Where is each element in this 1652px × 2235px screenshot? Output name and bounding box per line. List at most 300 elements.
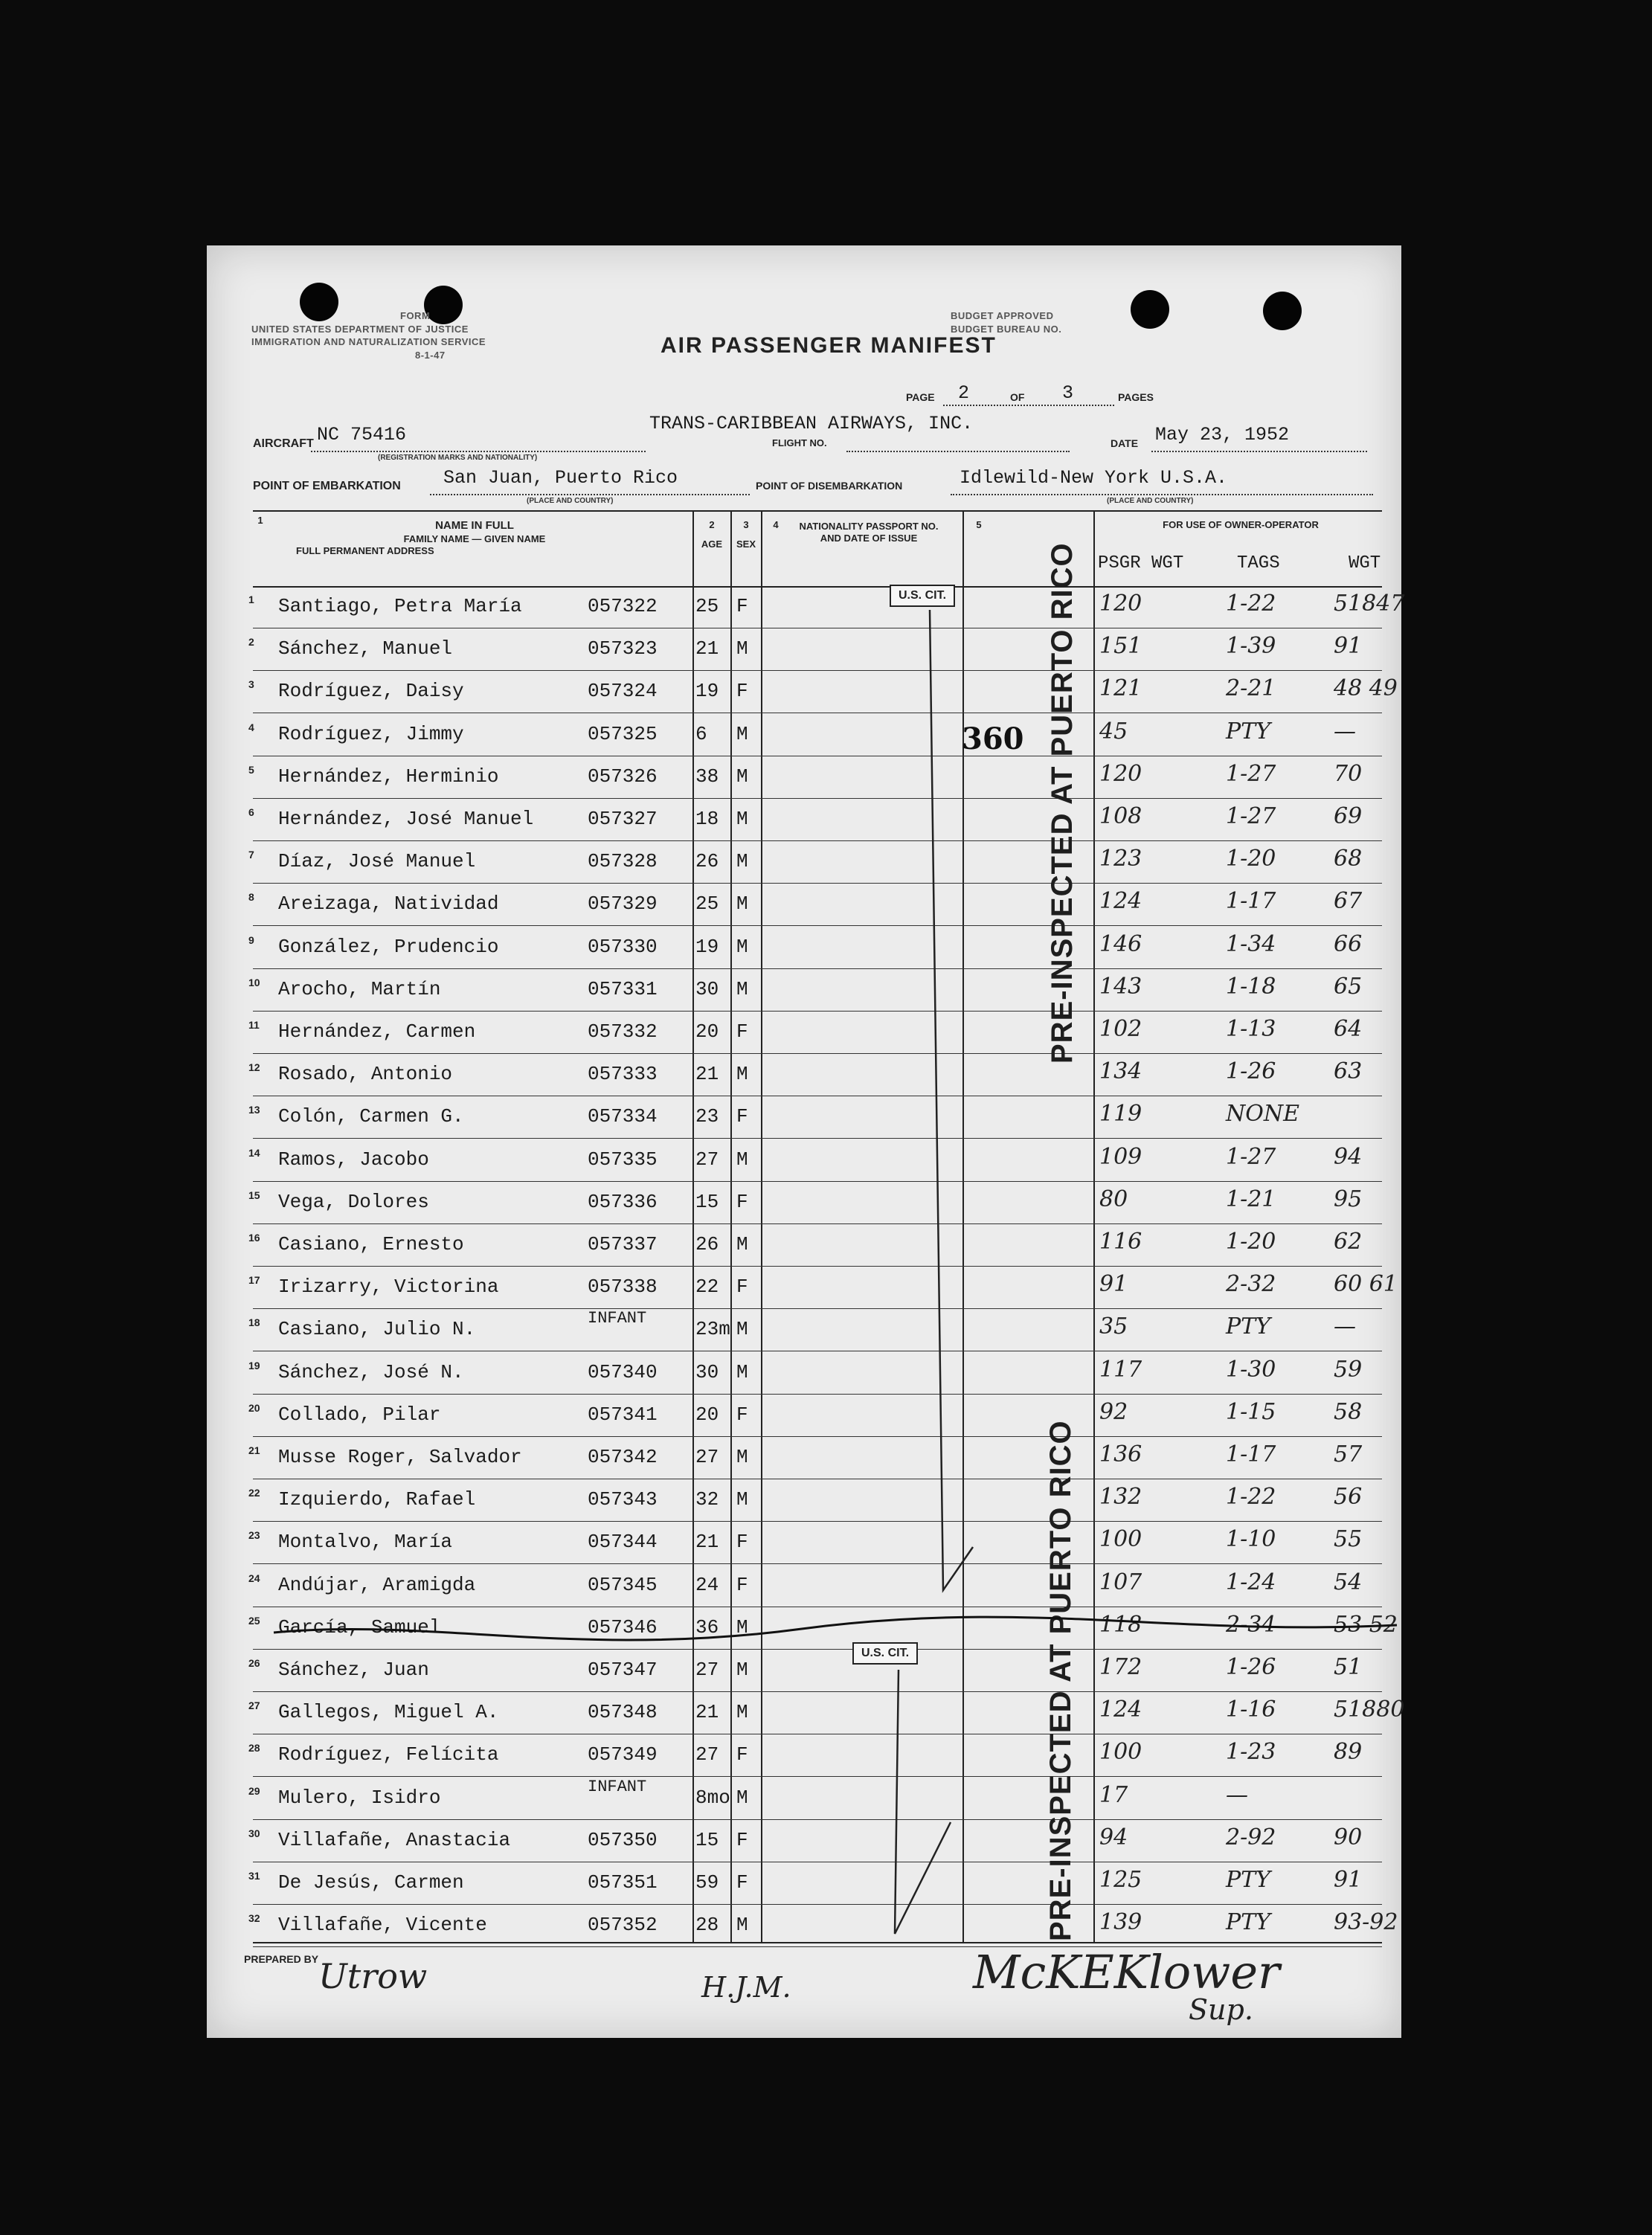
page-label: PAGE <box>906 391 935 403</box>
baggage-tags: 1-16 <box>1226 1697 1276 1723</box>
passenger-sex: F <box>736 1105 748 1128</box>
baggage-weight: 89 <box>1334 1739 1363 1766</box>
col1-sub2: FULL PERMANENT ADDRESS <box>296 545 434 556</box>
baggage-tags: PTY <box>1226 1313 1270 1340</box>
passenger-name: Rosado, Antonio <box>278 1063 453 1086</box>
passenger-name: Ramos, Jacobo <box>278 1148 429 1171</box>
table-row <box>207 1224 1401 1267</box>
document-number: 057341 <box>588 1403 658 1426</box>
passenger-sex: M <box>736 1488 748 1511</box>
passenger-weight: 92 <box>1099 1398 1128 1425</box>
passenger-age: 30 <box>695 977 719 1000</box>
passenger-weight: 124 <box>1099 888 1142 915</box>
document-number: 057349 <box>588 1743 658 1766</box>
passenger-age: 20 <box>695 1020 719 1043</box>
baggage-weight: 95 <box>1334 1186 1363 1212</box>
baggage-tags: 1-22 <box>1226 591 1276 617</box>
document-number: 057325 <box>588 722 658 745</box>
passenger-sex: M <box>736 1063 748 1086</box>
baggage-weight: 51880 <box>1334 1697 1405 1723</box>
budget-bureau: BUDGET BUREAU NO. <box>951 323 1062 335</box>
disembark-line <box>951 494 1373 495</box>
col4-title: NATIONALITY PASSPORT NO. AND DATE OF ISSUE <box>799 521 939 544</box>
document-number: 057326 <box>588 765 658 788</box>
baggage-tags: 1-22 <box>1226 1484 1276 1511</box>
row-number: 22 <box>248 1487 260 1499</box>
manifest-sheet <box>207 245 1405 2038</box>
baggage-tags: 2-34 <box>1226 1611 1276 1638</box>
passenger-name: Irizarry, Victorina <box>278 1276 499 1299</box>
passenger-name: Rodríguez, Daisy <box>278 680 464 703</box>
row-number: 9 <box>248 933 254 946</box>
row-number: 8 <box>248 891 254 904</box>
passenger-weight: 120 <box>1099 760 1142 787</box>
passenger-weight: 45 <box>1099 718 1128 745</box>
passenger-name: Casiano, Ernesto <box>278 1233 464 1255</box>
col2-number: 2 <box>709 519 715 530</box>
passenger-weight: 151 <box>1099 633 1142 660</box>
passenger-weight: 116 <box>1099 1229 1142 1255</box>
passenger-sex: M <box>736 1360 748 1383</box>
passenger-age: 38 <box>695 765 719 788</box>
pages-label: PAGES <box>1118 391 1154 403</box>
passenger-weight: 35 <box>1099 1313 1128 1340</box>
row-number: 12 <box>248 1061 260 1074</box>
passenger-weight: 139 <box>1099 1909 1142 1936</box>
passenger-name: Areizaga, Natividad <box>278 893 499 916</box>
passenger-sex: F <box>736 1871 748 1894</box>
passenger-weight: 100 <box>1099 1526 1142 1553</box>
passenger-weight: 120 <box>1099 591 1142 617</box>
passenger-sex: M <box>736 637 748 660</box>
row-number: 3 <box>248 678 254 691</box>
passenger-weight: 125 <box>1099 1867 1142 1893</box>
row-number: 18 <box>248 1316 260 1329</box>
row-number: 28 <box>248 1742 260 1755</box>
baggage-weight: 58 <box>1334 1398 1363 1425</box>
passenger-age: 28 <box>695 1914 719 1937</box>
passenger-weight: 117 <box>1099 1356 1142 1383</box>
document-number: 057330 <box>588 935 658 958</box>
baggage-tags: 1-39 <box>1226 633 1276 660</box>
passenger-age: 26 <box>695 1233 719 1255</box>
baggage-weight: 59 <box>1334 1356 1363 1383</box>
document-number: 057346 <box>588 1615 658 1639</box>
passenger-name: Andújar, Aramigda <box>278 1573 476 1596</box>
passenger-age: 23 <box>695 1105 719 1128</box>
document-number: 057322 <box>588 595 658 617</box>
passenger-age: 27 <box>695 1148 719 1171</box>
passenger-name: Hernández, Herminio <box>278 765 499 788</box>
baggage-tags: 1-27 <box>1226 803 1276 829</box>
passenger-age: 32 <box>695 1488 719 1511</box>
baggage-tags: 1-26 <box>1226 1654 1276 1680</box>
document-number: 057338 <box>588 1276 658 1299</box>
passenger-age: 19 <box>695 935 719 958</box>
passenger-age: 8mo <box>695 1786 730 1809</box>
passenger-sex: F <box>736 1276 748 1299</box>
passenger-name: Hernández, Carmen <box>278 1020 476 1043</box>
passenger-name: Sánchez, Juan <box>278 1659 429 1681</box>
passenger-age: 15 <box>695 1828 719 1851</box>
passenger-weight: 172 <box>1099 1654 1142 1680</box>
baggage-weight: 65 <box>1334 973 1363 1000</box>
passenger-name: Villafañe, Anastacia <box>278 1828 511 1851</box>
baggage-weight: 64 <box>1334 1016 1363 1042</box>
baggage-weight: — <box>1334 1313 1356 1340</box>
row-number: 31 <box>248 1870 260 1882</box>
disembark-sub: (PLACE AND COUNTRY) <box>1107 497 1194 505</box>
col3-header <box>732 519 760 551</box>
baggage-tags: 1-17 <box>1226 888 1276 915</box>
passenger-age: 15 <box>695 1190 719 1213</box>
baggage-tags: 1-21 <box>1226 1186 1276 1212</box>
baggage-weight: 60 61 <box>1334 1271 1398 1298</box>
col4-number: 4 <box>773 519 779 530</box>
row-number: 32 <box>248 1912 260 1925</box>
document-number: 057350 <box>588 1828 658 1851</box>
passenger-name: Gallegos, Miguel A. <box>278 1701 499 1724</box>
table-row <box>207 1182 1401 1224</box>
table-bottom-rule <box>253 1942 1382 1943</box>
table-row <box>207 1309 1401 1351</box>
passenger-sex: M <box>736 1615 748 1639</box>
row-number: 20 <box>248 1401 260 1414</box>
prepared-signature: Utrow <box>318 1956 428 1996</box>
table-row <box>207 671 1401 713</box>
page-line <box>943 405 1114 406</box>
prepared-by-label: PREPARED BY <box>244 1953 319 1965</box>
passenger-sex: F <box>736 1828 748 1851</box>
document-number: 057337 <box>588 1233 658 1255</box>
row-number: 11 <box>248 1019 260 1031</box>
baggage-tags: PTY <box>1226 1909 1270 1936</box>
aircraft-label: AIRCRAFT <box>253 437 314 450</box>
row-number: 24 <box>248 1572 260 1584</box>
baggage-tags: 1-24 <box>1226 1569 1276 1595</box>
passenger-name: Collado, Pilar <box>278 1403 441 1426</box>
passenger-age: 21 <box>695 1531 719 1554</box>
row-number: 4 <box>248 721 254 733</box>
document-number: 057351 <box>588 1871 658 1894</box>
owner-operator-title: FOR USE OF OWNER-OPERATOR <box>1163 519 1319 530</box>
baggage-weight: 56 <box>1334 1484 1363 1511</box>
baggage-weight: 53 52 <box>1334 1611 1398 1638</box>
airline-name: TRANS-CARIBBEAN AIRWAYS, INC. <box>649 413 974 434</box>
baggage-tags: 1-27 <box>1226 760 1276 787</box>
document-number: 057327 <box>588 808 658 830</box>
document-number: 057333 <box>588 1063 658 1086</box>
passenger-age: 24 <box>695 1573 719 1596</box>
budget-block <box>951 309 1174 335</box>
psgr-wgt-header: PSGR WGT <box>1098 553 1184 573</box>
page-number: 2 <box>958 382 970 404</box>
baggage-tags: 2-32 <box>1226 1271 1276 1298</box>
table-row <box>207 1437 1401 1479</box>
baggage-tags: 1-17 <box>1226 1441 1276 1467</box>
passenger-weight: 17 <box>1099 1781 1128 1808</box>
passenger-name: Montalvo, María <box>278 1531 453 1554</box>
document-number: 057336 <box>588 1190 658 1213</box>
passenger-name: Díaz, José Manuel <box>278 850 476 873</box>
passenger-weight: 118 <box>1099 1611 1142 1638</box>
row-number: 23 <box>248 1529 260 1542</box>
table-row <box>207 1479 1401 1522</box>
passenger-weight: 123 <box>1099 846 1142 872</box>
passenger-age: 19 <box>695 680 719 703</box>
baggage-tags: 1-23 <box>1226 1739 1276 1766</box>
passenger-name: Villafañe, Vicente <box>278 1914 487 1937</box>
table-row <box>207 1650 1401 1692</box>
document-number: 057328 <box>588 850 658 873</box>
passenger-sex: F <box>736 680 748 703</box>
punch-hole <box>1263 292 1302 330</box>
document-number: 057323 <box>588 637 658 660</box>
table-row <box>207 1862 1401 1905</box>
passenger-age: 22 <box>695 1276 719 1299</box>
passenger-weight: 80 <box>1099 1186 1128 1212</box>
document-number: 057340 <box>588 1360 658 1383</box>
table-row <box>207 799 1401 841</box>
passenger-weight: 132 <box>1099 1484 1142 1511</box>
row-number: 16 <box>248 1232 260 1244</box>
row-number: 17 <box>248 1274 260 1287</box>
col1-number: 1 <box>257 515 263 526</box>
row-number: 13 <box>248 1104 260 1116</box>
document-number: 057343 <box>588 1488 658 1511</box>
table-top-rule <box>253 510 1382 512</box>
passenger-sex: M <box>736 808 748 830</box>
passenger-sex: M <box>736 765 748 788</box>
baggage-weight: 57 <box>1334 1441 1363 1467</box>
baggage-tags: 1-13 <box>1226 1016 1276 1042</box>
row-number: 7 <box>248 849 254 861</box>
baggage-tags: NONE <box>1226 1101 1299 1128</box>
table-row <box>207 586 1405 628</box>
passenger-sex: F <box>736 1020 748 1043</box>
passenger-sex: M <box>736 935 748 958</box>
table-row <box>207 714 1401 756</box>
row-number: 19 <box>248 1359 260 1371</box>
row-number: 30 <box>248 1827 260 1839</box>
table-row <box>207 756 1401 799</box>
passenger-weight: 121 <box>1099 675 1142 702</box>
baggage-tags: 2-21 <box>1226 675 1276 702</box>
passenger-weight: 124 <box>1099 1697 1142 1723</box>
table-row <box>207 1692 1405 1734</box>
table-row <box>207 1820 1401 1862</box>
table-row <box>207 1352 1401 1395</box>
baggage-weight: 48 49 <box>1334 675 1398 702</box>
service-name: IMMIGRATION AND NATURALIZATION SERVICE <box>251 336 486 348</box>
passenger-sex: M <box>736 1233 748 1255</box>
of-label: OF <box>1010 391 1025 403</box>
flight-label: FLIGHT NO. <box>772 437 827 448</box>
passenger-weight: 91 <box>1099 1271 1128 1298</box>
baggage-tags: — <box>1226 1781 1248 1808</box>
col3-title: SEX <box>736 538 756 550</box>
row-number: 25 <box>248 1614 260 1627</box>
passenger-sex: M <box>736 1446 748 1468</box>
passenger-name: Arocho, Martín <box>278 977 441 1000</box>
baggage-weight: 70 <box>1334 760 1363 787</box>
passenger-weight: 107 <box>1099 1569 1142 1595</box>
us-citizen-stamp: U.S. CIT. <box>852 1642 918 1665</box>
baggage-weight: 51847 <box>1334 591 1405 617</box>
aircraft-value: NC 75416 <box>317 424 407 446</box>
document-number: 057335 <box>588 1148 658 1171</box>
passenger-age: 27 <box>695 1446 719 1468</box>
passenger-age: 21 <box>695 1701 719 1724</box>
col2-title: AGE <box>701 538 723 550</box>
passenger-age: 26 <box>695 850 719 873</box>
passenger-name: García, Samuel <box>278 1615 441 1639</box>
page-total: 3 <box>1062 382 1074 404</box>
baggage-tags: 1-18 <box>1226 973 1276 1000</box>
baggage-weight: 55 <box>1334 1526 1363 1553</box>
table-row <box>207 1267 1401 1309</box>
passenger-sex: M <box>736 1148 748 1171</box>
embark-sub: (PLACE AND COUNTRY) <box>527 497 614 505</box>
passenger-age: 25 <box>695 893 719 916</box>
passenger-sex: M <box>736 850 748 873</box>
passenger-weight: 134 <box>1099 1058 1142 1085</box>
baggage-tags: PTY <box>1226 718 1270 745</box>
row-number: 6 <box>248 806 254 818</box>
table-row <box>207 1607 1401 1650</box>
passenger-name: Rodríguez, Jimmy <box>278 722 464 745</box>
baggage-tags: 1-30 <box>1226 1356 1276 1383</box>
baggage-weight: 90 <box>1334 1824 1363 1850</box>
passenger-sex: M <box>736 1701 748 1724</box>
row-number: 1 <box>248 594 254 605</box>
table-row <box>207 1905 1401 1947</box>
pre-inspected-stamp: PRE-INSPECTED AT PUERTO RICO <box>1046 542 1079 1064</box>
baggage-tags: 1-34 <box>1226 930 1276 957</box>
passenger-name: Casiano, Julio N. <box>278 1318 476 1341</box>
baggage-tags: 2-92 <box>1226 1824 1276 1850</box>
date-line <box>1151 451 1367 452</box>
supervisor-signature: McKEKlower <box>973 1945 1280 1999</box>
passenger-name: De Jesús, Carmen <box>278 1871 464 1894</box>
document-number: 057344 <box>588 1531 658 1554</box>
passenger-sex: F <box>736 1743 748 1766</box>
col5-number: 5 <box>976 519 982 530</box>
inspector-initials: H.J.M. <box>701 1971 791 2004</box>
col1-sub1: FAMILY NAME — GIVEN NAME <box>403 533 546 544</box>
passenger-sex: M <box>736 977 748 1000</box>
document-number: INFANT <box>588 1309 647 1328</box>
passenger-name: Hernández, José Manuel <box>278 808 534 830</box>
row-number: 27 <box>248 1699 260 1712</box>
passenger-sex: M <box>736 1659 748 1681</box>
passenger-sex: F <box>736 595 748 617</box>
tags-header: TAGS <box>1237 553 1280 573</box>
passenger-age: 27 <box>695 1743 719 1766</box>
form-number: FORM <box>400 310 431 321</box>
document-number: 057347 <box>588 1659 658 1681</box>
table-row <box>207 1565 1401 1607</box>
embark-line <box>430 494 750 495</box>
col2-header <box>694 519 730 551</box>
row-number: 10 <box>248 976 260 988</box>
baggage-weight: 67 <box>1334 888 1363 915</box>
document-number: 057334 <box>588 1105 658 1128</box>
document-number: INFANT <box>588 1777 647 1796</box>
passenger-name: Vega, Dolores <box>278 1190 429 1213</box>
passenger-age: 59 <box>695 1871 719 1894</box>
stamp-number-360: 360 <box>962 721 1024 756</box>
passenger-name: Colón, Carmen G. <box>278 1105 464 1128</box>
baggage-weight: 66 <box>1334 930 1363 957</box>
passenger-sex: M <box>736 722 748 745</box>
passenger-name: Mulero, Isidro <box>278 1786 441 1809</box>
table-row <box>207 1096 1401 1139</box>
passenger-sex: M <box>736 1318 748 1341</box>
baggage-weight: 63 <box>1334 1058 1363 1085</box>
baggage-weight: 93-92 <box>1334 1909 1398 1936</box>
document-number: 057348 <box>588 1701 658 1724</box>
passenger-name: Musse Roger, Salvador <box>278 1446 522 1468</box>
passenger-name: Rodríguez, Felícita <box>278 1743 499 1766</box>
baggage-weight: 91 <box>1334 1867 1363 1893</box>
passenger-weight: 108 <box>1099 803 1142 829</box>
table-row <box>207 1054 1401 1096</box>
baggage-tags: 1-20 <box>1226 1229 1276 1255</box>
passenger-weight: 143 <box>1099 973 1142 1000</box>
passenger-sex: F <box>736 1190 748 1213</box>
document-number: 057345 <box>588 1573 658 1596</box>
passenger-age: 18 <box>695 808 719 830</box>
passenger-age: 21 <box>695 1063 719 1086</box>
col3-number: 3 <box>743 519 749 530</box>
passenger-age: 6 <box>695 722 707 745</box>
wgt-header: WGT <box>1349 553 1381 573</box>
passenger-weight: 109 <box>1099 1143 1142 1170</box>
passenger-sex: M <box>736 893 748 916</box>
form-date: 8-1-47 <box>415 349 446 361</box>
baggage-tags: 1-15 <box>1226 1398 1276 1425</box>
passenger-sex: M <box>736 1914 748 1937</box>
passenger-weight: 136 <box>1099 1441 1142 1467</box>
passenger-name: González, Prudencio <box>278 935 499 958</box>
date-label: DATE <box>1111 437 1139 449</box>
baggage-weight: 91 <box>1334 633 1363 660</box>
document-number: 057331 <box>588 977 658 1000</box>
table-row <box>207 1778 1401 1820</box>
aircraft-line <box>311 451 646 452</box>
passenger-age: 25 <box>695 595 719 617</box>
baggage-weight: — <box>1334 718 1356 745</box>
budget-approved: BUDGET APPROVED <box>951 310 1054 321</box>
us-citizen-stamp: U.S. CIT. <box>890 585 955 607</box>
baggage-weight: 68 <box>1334 846 1363 872</box>
row-number: 26 <box>248 1657 260 1669</box>
passenger-weight: 146 <box>1099 930 1142 957</box>
document-number: 057352 <box>588 1914 658 1937</box>
passenger-name: Santiago, Petra María <box>278 595 522 617</box>
table-row <box>207 628 1401 671</box>
document-number: 057342 <box>588 1446 658 1468</box>
table-row <box>207 884 1401 926</box>
table-row <box>207 1522 1401 1564</box>
embark-value: San Juan, Puerto Rico <box>443 467 678 489</box>
baggage-tags: 1-27 <box>1226 1143 1276 1170</box>
baggage-weight: 62 <box>1334 1229 1363 1255</box>
baggage-tags: 1-10 <box>1226 1526 1276 1553</box>
row-number: 21 <box>248 1444 260 1456</box>
manifest-title: AIR PASSENGER MANIFEST <box>661 333 997 358</box>
